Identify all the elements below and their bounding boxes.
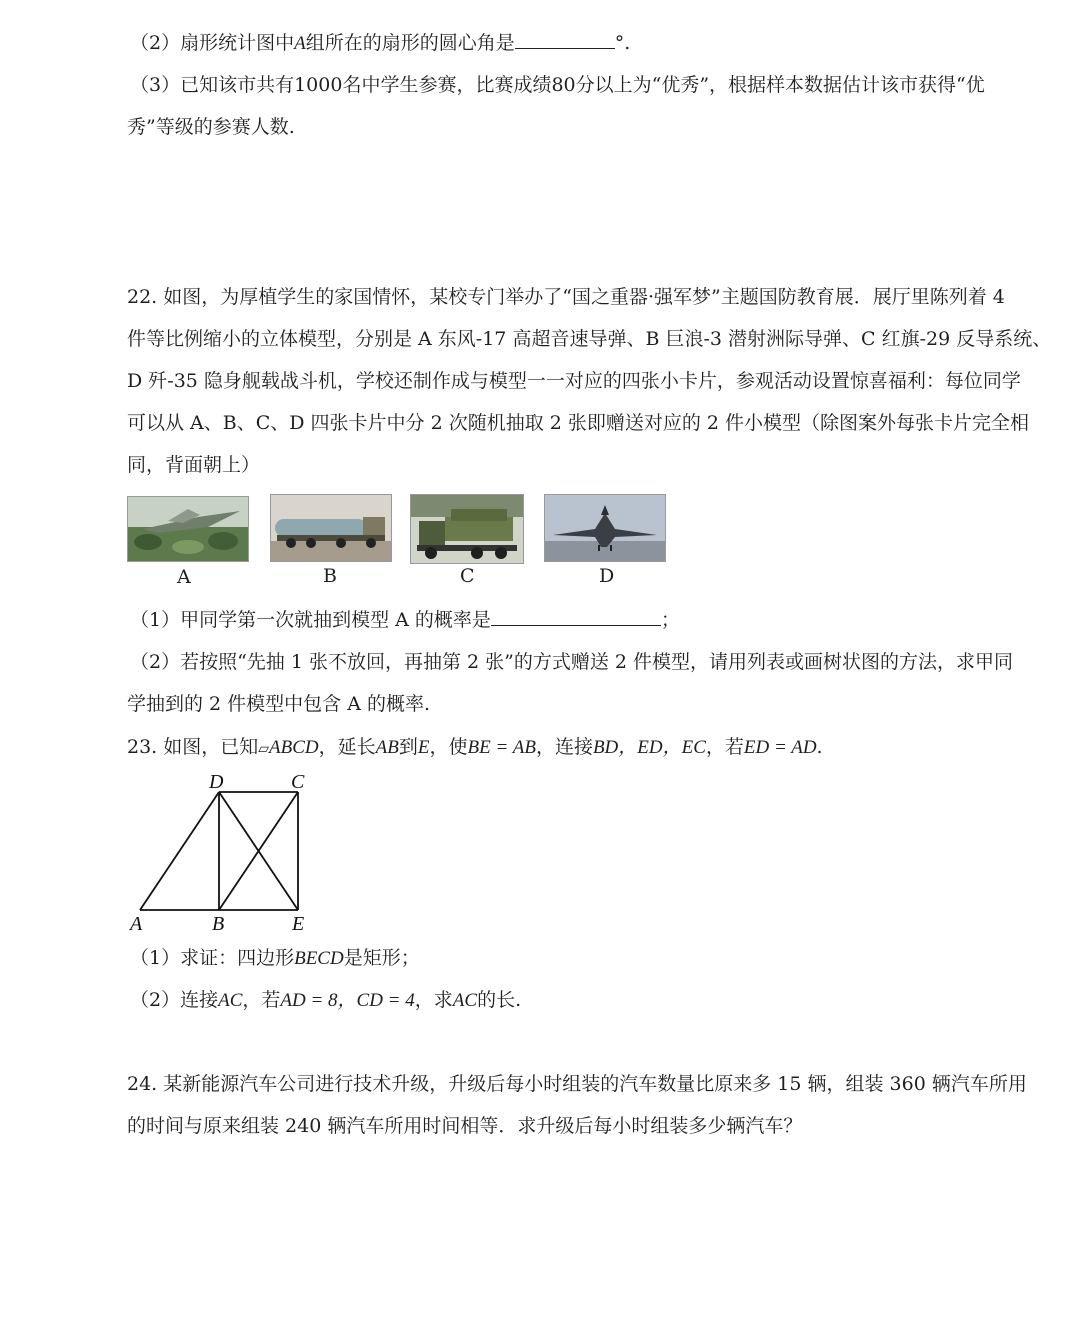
- model-c-air-defense-image: [410, 494, 524, 564]
- model-d-fighter-jet-image: [544, 494, 666, 562]
- q23-part2-g: 的长.: [477, 989, 522, 1011]
- q21-part2-var: A: [294, 33, 306, 54]
- q23-part2-d: AD = 8，CD = 4: [280, 990, 415, 1011]
- q23-part2-c: ，若: [242, 989, 281, 1011]
- q23-stem-d: AB: [375, 737, 399, 758]
- q22-part1: [130, 607, 680, 633]
- card-label-b: B: [323, 565, 337, 587]
- parallelogram-icon: ▱: [258, 741, 270, 757]
- q22-stem-line1: 22. 如图，为厚植学生的家国情怀，某校专门举办了“国之重器·强军梦”主题国防教育展．展厅里陈列着 4: [127, 286, 1005, 308]
- segment-ad: [140, 792, 219, 910]
- q23-part1-b: BECD: [294, 948, 344, 969]
- card-label-d: D: [599, 565, 615, 587]
- q23-stem-f: E: [417, 737, 430, 758]
- q23-part1-c: 是矩形；: [343, 947, 420, 969]
- q22-stem-line4: 可以从 A、B、C、D 四张卡片中分 2 次随机抽取 2 张即赠送对应的 2 件小模型（除图案外每张卡片完全相: [127, 412, 1030, 434]
- q21-part2-mid: 组所在的扇形的圆心角是: [305, 32, 515, 54]
- q21-part3-line1: （3）已知该市共有1000名中学生参赛，比赛成绩80分以上为“优秀”，根据样本数据估计该市获得“优: [130, 74, 985, 96]
- q21-part2-suffix: °.: [614, 32, 631, 54]
- q22-stem-line5: 同，背面朝上）: [127, 454, 261, 476]
- q23-part2-f: AC: [452, 990, 478, 1011]
- q23-part2-e: ，求: [414, 989, 453, 1011]
- q23-part1: [130, 945, 420, 972]
- q22-stem-line3: D 歼-35 隐身舰载战斗机，学校还制作成与模型一一对应的四张小卡片，参观活动设置惊喜福利：每位同学: [127, 370, 1021, 392]
- q23-stem-c: ，延长: [318, 736, 376, 758]
- q23-stem-a: 23. 如图，已知: [127, 736, 259, 758]
- point-label-a: A: [130, 913, 143, 935]
- q23-part2-b: AC: [218, 990, 243, 1011]
- q23-stem-l: ED = AD: [743, 737, 817, 758]
- q22-part2-line1: （2）若按照“先抽 1 张不放回，再抽第 2 张”的方式赠送 2 件模型，请用列表或画树状图的方法，求甲同: [130, 651, 1014, 673]
- point-label-b: B: [212, 913, 225, 935]
- q24-stem-line2: 的时间与原来组装 240 辆汽车所用时间相等．求升级后每小时组装多少辆汽车？: [127, 1115, 803, 1137]
- q23-stem-g: ，使: [429, 736, 468, 758]
- card-label-a: A: [177, 566, 191, 588]
- q22-part2-line2: 学抽到的 2 件模型中包含 A 的概率.: [127, 693, 431, 715]
- q23-stem-h: BE = AB: [467, 737, 536, 758]
- q23-geometry-figure: [125, 768, 325, 938]
- point-label-d: D: [209, 771, 224, 793]
- q23-stem-b: ABCD: [269, 737, 319, 758]
- q22-part1-answer-blank[interactable]: [491, 607, 661, 626]
- q23-part2-a: （2）连接: [130, 989, 219, 1011]
- q22-part1-end: ；: [660, 609, 680, 631]
- q21-part2: [130, 30, 630, 57]
- q23-stem-e: 到: [398, 736, 418, 758]
- q23-stem-m: .: [816, 736, 823, 758]
- q22-part1-text: （1）甲同学第一次就抽到模型 A 的概率是: [130, 609, 491, 631]
- model-a-missile-image: [127, 496, 249, 562]
- q23-stem-j: BD，ED，EC: [592, 737, 706, 758]
- q23-stem-i: ，连接: [535, 736, 593, 758]
- q22-stem-line2: 件等比例缩小的立体模型，分别是 A 东风-17 高超音速导弹、B 巨浪-3 潜射洲际导弹、C 红旗-29 反导系统、: [127, 328, 1052, 350]
- q23-part1-a: （1）求证：四边形: [130, 947, 295, 969]
- q24-stem-line1: 24. 某新能源汽车公司进行技术升级，升级后每小时组装的汽车数量比原来多 15 辆，组装 360 辆汽车所用: [127, 1073, 1027, 1095]
- model-b-missile-truck-image: [270, 494, 392, 562]
- q23-stem-k: ，若: [705, 736, 744, 758]
- card-label-c: C: [460, 565, 475, 587]
- point-label-e: E: [292, 913, 305, 935]
- q21-part2-prefix: （2）扇形统计图中: [130, 32, 295, 54]
- q21-part3-line2: 秀”等级的参赛人数.: [127, 116, 295, 138]
- point-label-c: C: [291, 771, 305, 793]
- q23-stem: [127, 734, 823, 762]
- q23-part2: [130, 987, 521, 1014]
- q21-part2-answer-blank[interactable]: [515, 30, 615, 49]
